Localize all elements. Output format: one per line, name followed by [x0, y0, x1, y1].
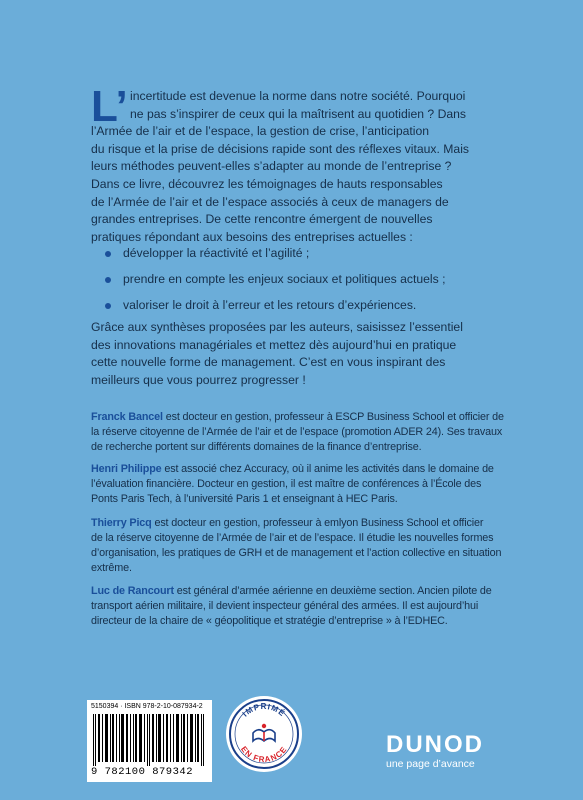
bullet-dot-icon: [105, 277, 111, 283]
bio-line: la réserve citoyenne de l’Armée de l’air et de l’espace (promotion ADER 24). Ses travaux: [91, 426, 503, 438]
bullet-dot-icon: [105, 251, 111, 257]
author-name: Franck Bancel: [91, 411, 163, 423]
author-bio: [91, 584, 511, 629]
bullet-text: prendre en compte les enjeux sociaux et politiques actuels ;: [123, 272, 446, 286]
intro-line: leurs méthodes peuvent-elles s’adapter au monde de l’entreprise ?: [91, 159, 452, 173]
bio-text: est docteur en gestion, professeur à ESCP Business School et officier de: [162, 411, 504, 423]
barcode: [87, 700, 212, 782]
paragraph-line: Grâce aux synthèses proposées par les auteurs, saisissez l’essentiel: [91, 320, 463, 334]
bio-line: l’évaluation financière. Docteur en gestion, il est maître de conférences à l’École des: [91, 478, 482, 490]
bullet-text: développer la réactivité et l’agilité ;: [123, 246, 310, 260]
drop-cap: L’: [91, 82, 128, 131]
paragraph-line: des innovations managériales et mettez dès aujourd’hui en pratique: [91, 337, 457, 352]
bullet-item: [105, 246, 505, 272]
intro-line: du risque et la prise de décisions rapide sont des réflexes vitaux. Mais: [91, 141, 470, 156]
author-bio: [91, 516, 511, 576]
paragraph-line: Dans ce livre, découvrez les témoignages de hauts responsables: [91, 177, 443, 191]
author-name: Thierry Picq: [91, 517, 152, 529]
barcode-bars-icon: [93, 714, 206, 766]
bio-line: [91, 410, 511, 425]
publisher-name: DUNOD: [386, 731, 484, 758]
bio-line: de la réserve citoyenne de l’Armée de l’air et de l’espace. Il étudie les nouvelles formes: [91, 532, 494, 544]
intro-paragraph: [91, 82, 501, 176]
publisher-logo: [386, 733, 496, 771]
author-bio: [91, 410, 511, 455]
bullet-text: valoriser le droit à l’erreur et les retours d’expériences.: [123, 298, 417, 312]
paragraph-line: meilleurs que vous pourrez progresser !: [91, 372, 306, 387]
bio-text: est docteur en gestion, professeur à emlyon Business School et officier: [151, 517, 484, 529]
bio-line: transport aérien militaire, il devient inspecteur général des armées. Il est aujourd’hui: [91, 600, 479, 612]
isbn-digits: 9 782100 879342: [91, 766, 194, 778]
author-bio: [91, 462, 511, 507]
bio-line: Ponts Paris Tech, à l’université Paris 1 et enseignant à HEC Paris.: [91, 493, 398, 505]
bio-line: directeur de la chaire de « géopolitique et stratégie d’entreprise » à l’EDHEC.: [91, 615, 448, 627]
bullet-dot-icon: [105, 303, 111, 309]
bio-line: extrême.: [91, 562, 132, 574]
description-paragraph: [91, 176, 509, 246]
bio-text: est associé chez Accuracy, où il anime les activités dans le domaine de: [161, 463, 494, 475]
intro-line: ne pas s’inspirer de ceux qui la maîtrisent au quotidien ? Dans: [130, 106, 467, 121]
bio-text: est général d’armée aérienne en deuxième section. Ancien pilote de: [173, 585, 492, 597]
paragraph-line: cette nouvelle forme de management. C’est en vous inspirant des: [91, 355, 446, 369]
publisher-tagline: une page d’avance: [386, 758, 475, 770]
closing-paragraph: [91, 319, 509, 389]
paragraph-line: grandes entreprises. De cette rencontre émergent de nouvelles: [91, 212, 433, 226]
imprime-en-france-seal-icon: [225, 695, 303, 773]
intro-line: incertitude est devenue la norme dans notre société. Pourquoi: [130, 89, 466, 103]
author-name: Luc de Rancourt: [91, 585, 174, 597]
bio-line: de recherche portent sur différents domaines de la finance d’entreprise.: [91, 441, 422, 453]
bullet-list: [105, 246, 505, 324]
intro-line: l’Armée de l’air et de l’espace, la gestion de crise, l’anticipation: [91, 124, 430, 138]
isbn-text: 5150394 · ISBN 978-2-10-087934-2: [91, 703, 203, 710]
bio-line: [91, 462, 511, 477]
paragraph-line: pratiques répondant aux besoins des entreprises actuelles :: [91, 229, 413, 244]
seal-top-text: IMPRIMÉ: [240, 702, 288, 719]
bio-line: d’organisation, les pratiques de GRH et de management et l’action collective en situation: [91, 547, 502, 559]
paragraph-line: de l’Armée de l’air et de l’espace associés à ceux de managers de: [91, 194, 449, 209]
bullet-item: [105, 272, 505, 298]
seal-bottom-text: EN FRANCE: [239, 744, 289, 765]
author-name: Henri Philippe: [91, 463, 162, 475]
bio-line: [91, 584, 511, 599]
bio-line: [91, 516, 511, 531]
